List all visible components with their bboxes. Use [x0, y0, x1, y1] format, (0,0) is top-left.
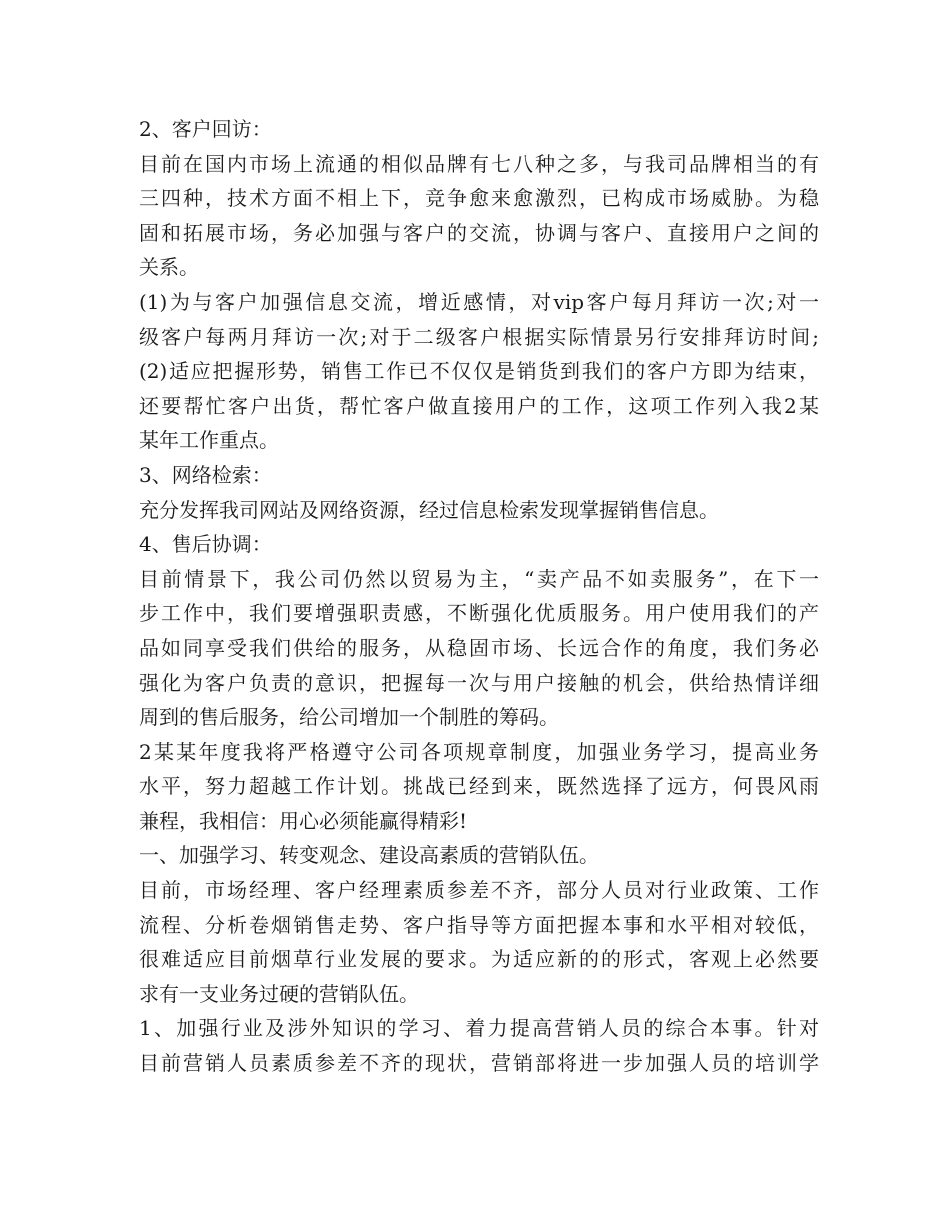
- paragraph-line: 强化为客户负责的意识，把握每一次与用户接触的机会，供给热情详细: [139, 670, 819, 695]
- paragraph-line: 步工作中，我们要增强职责感，不断强化优质服务。用户使用我们的产: [139, 601, 819, 626]
- paragraph-line: 目前在国内市场上流通的相似品牌有七八种之多，与我司品牌相当的有: [139, 151, 819, 176]
- heading-after-sales: 4、售后协调：: [139, 532, 272, 557]
- paragraph-line: 充分发挥我司网站及网络资源，经过信息检索发现掌握销售信息。: [139, 497, 719, 522]
- paragraph-line: 目前，市场经理、客户经理素质参差不齐，部分人员对行业政策、工作: [139, 878, 819, 903]
- paragraph-line: 某年工作重点。: [139, 428, 279, 453]
- paragraph-line: (1)为与客户加强信息交流，增近感情，对vip客户每月拜访一次;对一: [139, 289, 819, 314]
- paragraph-line: 求有一支业务过硬的营销队伍。: [139, 981, 419, 1006]
- document-body: [139, 112, 819, 1081]
- paragraph-line: 流程、分析卷烟销售走势、客户指导等方面把握本事和水平相对较低，: [139, 912, 819, 937]
- paragraph-line: 兼程，我相信：用心必须能赢得精彩!: [139, 808, 468, 833]
- paragraph-line: 品如同享受我们供给的服务，从稳固市场、长远合作的角度，我们务必: [139, 635, 819, 660]
- paragraph-line: 目前情景下，我公司仍然以贸易为主，“卖产品不如卖服务”，在下一: [139, 566, 819, 591]
- paragraph-line: 周到的售后服务，给公司增加一个制胜的筹码。: [139, 705, 559, 730]
- paragraph-line: (2)适应把握形势，销售工作已不仅仅是销货到我们的客户方即为结束，: [139, 359, 819, 384]
- paragraph-line: 水平，努力超越工作计划。挑战已经到来，既然选择了远方，何畏风雨: [139, 774, 819, 799]
- paragraph-line: 三四种，技术方面不相上下，竞争愈来愈激烈，已构成市场威胁。为稳: [139, 186, 819, 211]
- heading-network-search: 3、网络检索：: [139, 462, 272, 487]
- paragraph-line: 固和拓展市场，务必加强与客户的交流，协调与客户、直接用户之间的: [139, 220, 819, 245]
- paragraph-line: 1、加强行业及涉外知识的学习、着力提高营销人员的综合本事。针对: [139, 1016, 819, 1041]
- paragraph-line: 还要帮忙客户出货，帮忙客户做直接用户的工作，这项工作列入我2某: [139, 393, 819, 418]
- heading-section-one: 一、加强学习、转变观念、建设高素质的营销队伍。: [139, 843, 599, 868]
- heading-customer-revisit: 2、客户回访：: [139, 117, 272, 141]
- paragraph-line: 关系。: [139, 255, 199, 280]
- paragraph-line: 2某某年度我将严格遵守公司各项规章制度，加强业务学习，提高业务: [139, 739, 819, 764]
- paragraph-line: 很难适应目前烟草行业发展的要求。为适应新的的形式，客观上必然要: [139, 947, 819, 972]
- paragraph-line: 级客户每两月拜访一次;对于二级客户根据实际情景另行安排拜访时间;: [139, 324, 819, 349]
- paragraph-line: 目前营销人员素质参差不齐的现状，营销部将进一步加强人员的培训学: [139, 1051, 819, 1076]
